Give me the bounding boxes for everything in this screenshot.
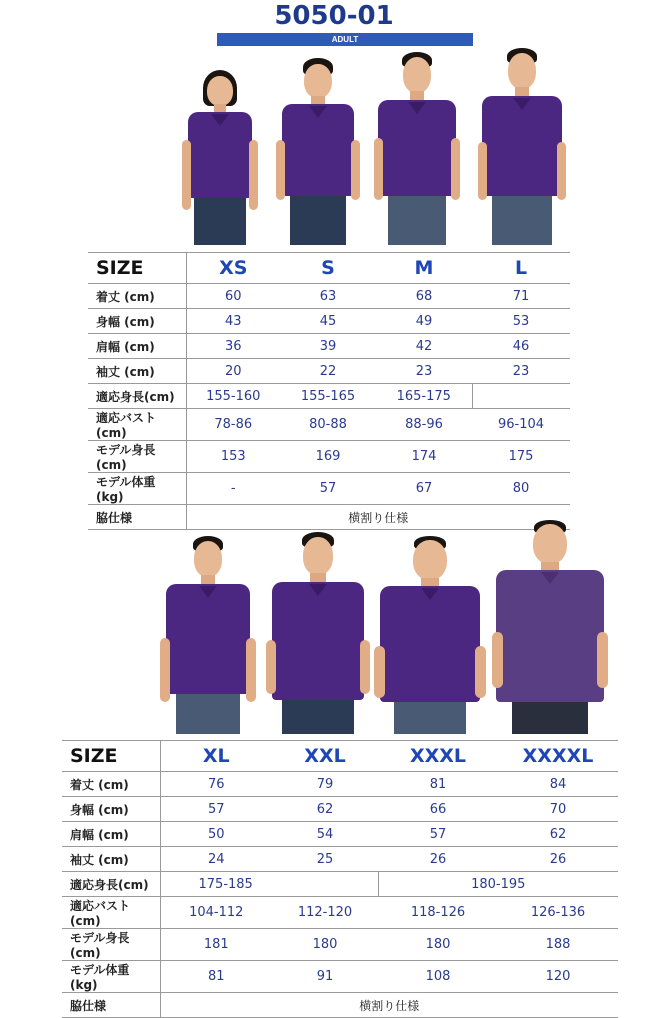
cell: 81: [160, 961, 272, 993]
size-xs: XS: [186, 253, 280, 284]
cell: 91: [272, 961, 378, 993]
cell: 54: [272, 822, 378, 847]
table-row: [88, 409, 570, 441]
cell: 108: [378, 961, 498, 993]
side-spec-label: 脇仕様: [62, 993, 160, 1018]
table-row: [62, 929, 618, 961]
cell: 23: [376, 359, 472, 384]
cell: 126-136: [498, 897, 618, 929]
cell: 62: [498, 822, 618, 847]
table-row: [88, 359, 570, 384]
size-header-label: SIZE: [88, 253, 186, 284]
cell: 180-195: [378, 872, 618, 897]
product-code-title: 5050-01: [274, 1, 394, 31]
cell: 165-175: [376, 384, 472, 409]
cell: 62: [272, 797, 378, 822]
cell: 23: [472, 359, 570, 384]
size-header-row: [62, 741, 618, 772]
cell: 71: [472, 284, 570, 309]
model-photo-m: [374, 52, 460, 245]
cell: 112-120: [272, 897, 378, 929]
size-l: L: [472, 253, 570, 284]
row-label: 着丈 (cm): [62, 772, 160, 797]
cell: 50: [160, 822, 272, 847]
model-photo-xxxxl: [492, 520, 608, 734]
cell: 174: [376, 441, 472, 473]
table-row: [88, 473, 570, 505]
cell: 155-160: [186, 384, 280, 409]
row-label: 適応バスト (cm): [62, 897, 160, 929]
row-label: 適応身長(cm): [88, 384, 186, 409]
size-xxl: XXL: [272, 741, 378, 772]
cell: [472, 384, 570, 409]
cell: 25: [272, 847, 378, 872]
cell: 57: [378, 822, 498, 847]
model-photo-s: [276, 58, 360, 245]
cell: 53: [472, 309, 570, 334]
cell: -: [186, 473, 280, 505]
cell: 49: [376, 309, 472, 334]
cell: 153: [186, 441, 280, 473]
table-row: [88, 384, 570, 409]
cell: 42: [376, 334, 472, 359]
table-row: [88, 334, 570, 359]
table-row: [62, 772, 618, 797]
model-photo-xxl: [266, 532, 370, 734]
cell: 20: [186, 359, 280, 384]
cell: 78-86: [186, 409, 280, 441]
cell: 57: [160, 797, 272, 822]
row-label: モデル身長(cm): [88, 441, 186, 473]
side-spec-value: 横割り仕様: [160, 993, 618, 1018]
table-row: [62, 797, 618, 822]
cell: 96-104: [472, 409, 570, 441]
cell: 26: [498, 847, 618, 872]
size-table-xl-xxxxl: [62, 740, 618, 1018]
table-row: [62, 897, 618, 929]
model-photo-xxxl: [374, 536, 486, 734]
cell: 60: [186, 284, 280, 309]
cell: 63: [280, 284, 376, 309]
cell: 26: [378, 847, 498, 872]
table-row: [88, 309, 570, 334]
cell: 79: [272, 772, 378, 797]
size-header-row: [88, 253, 570, 284]
cell: 175-185: [160, 872, 378, 897]
cell: 169: [280, 441, 376, 473]
cell: 118-126: [378, 897, 498, 929]
model-photo-l: [478, 48, 566, 245]
row-label: モデル体重 (kg): [88, 473, 186, 505]
cell: 180: [272, 929, 378, 961]
table-row: [62, 872, 618, 897]
row-label: 肩幅 (cm): [88, 334, 186, 359]
cell: 120: [498, 961, 618, 993]
row-label: モデル身長(cm): [62, 929, 160, 961]
cell: 45: [280, 309, 376, 334]
cell: 70: [498, 797, 618, 822]
table-row: [62, 847, 618, 872]
cell: 80: [472, 473, 570, 505]
cell: 76: [160, 772, 272, 797]
size-s: S: [280, 253, 376, 284]
row-label: 適応バスト (cm): [88, 409, 186, 441]
size-xl: XL: [160, 741, 272, 772]
cell: 180: [378, 929, 498, 961]
adult-band: ADULT: [217, 33, 473, 46]
cell: 81: [378, 772, 498, 797]
row-label: モデル体重 (kg): [62, 961, 160, 993]
cell: 88-96: [376, 409, 472, 441]
row-label: 着丈 (cm): [88, 284, 186, 309]
side-spec-label: 脇仕様: [88, 505, 186, 530]
cell: 175: [472, 441, 570, 473]
cell: 39: [280, 334, 376, 359]
table-row: [62, 822, 618, 847]
cell: 68: [376, 284, 472, 309]
row-label: 身幅 (cm): [62, 797, 160, 822]
table-row: [88, 284, 570, 309]
row-label: 肩幅 (cm): [62, 822, 160, 847]
size-m: M: [376, 253, 472, 284]
row-label: 袖丈 (cm): [62, 847, 160, 872]
cell: 24: [160, 847, 272, 872]
cell: 66: [378, 797, 498, 822]
cell: 22: [280, 359, 376, 384]
size-xxxxl: XXXXL: [498, 741, 618, 772]
cell: 43: [186, 309, 280, 334]
cell: 104-112: [160, 897, 272, 929]
cell: 46: [472, 334, 570, 359]
cell: 155-165: [280, 384, 376, 409]
size-table-xs-l: [88, 252, 570, 530]
cell: 67: [376, 473, 472, 505]
size-xxxl: XXXL: [378, 741, 498, 772]
row-label: 身幅 (cm): [88, 309, 186, 334]
cell: 36: [186, 334, 280, 359]
table-row: [88, 441, 570, 473]
cell: 181: [160, 929, 272, 961]
cell: 57: [280, 473, 376, 505]
model-photo-xs: [180, 70, 260, 245]
cell: 80-88: [280, 409, 376, 441]
table-row: [62, 961, 618, 993]
table-row: [62, 993, 618, 1018]
cell: 84: [498, 772, 618, 797]
row-label: 袖丈 (cm): [88, 359, 186, 384]
model-photo-xl: [160, 536, 256, 734]
side-spec-value: 横割り仕様: [186, 505, 570, 530]
cell: 188: [498, 929, 618, 961]
size-header-label: SIZE: [62, 741, 160, 772]
row-label: 適応身長(cm): [62, 872, 160, 897]
